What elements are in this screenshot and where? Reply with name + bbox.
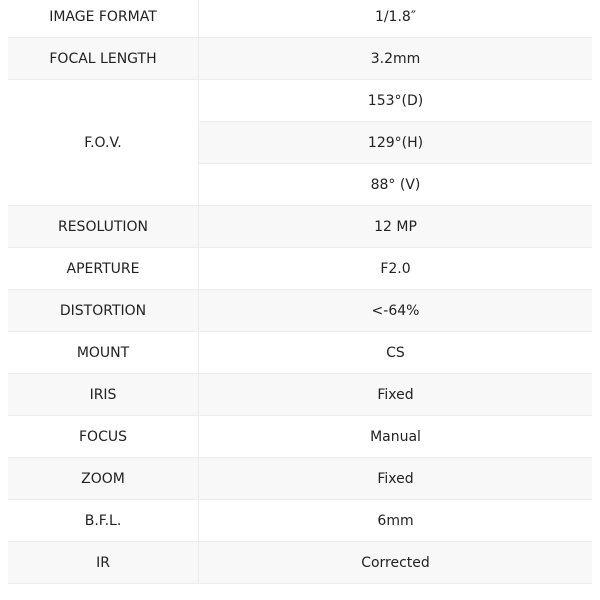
spec-table [8,0,592,584]
spec-label: FOCAL LENGTH [8,38,199,80]
spec-label: IMAGE FORMAT [8,0,199,38]
spec-value: 12 MP [199,206,593,248]
spec-row-focus [8,416,592,458]
spec-label: B.F.L. [8,500,199,542]
spec-label: F.O.V. [8,80,199,206]
spec-row-resolution [8,206,592,248]
spec-value: 6mm [199,500,593,542]
spec-value: Corrected [199,542,593,584]
spec-table-container [8,0,592,584]
spec-value: 3.2mm [199,38,593,80]
spec-value: F2.0 [199,248,593,290]
spec-row-aperture [8,248,592,290]
spec-label: FOCUS [8,416,199,458]
spec-row-ir [8,542,592,584]
spec-value: 129°(H) [199,122,593,164]
spec-value: 1/1.8″ [199,0,593,38]
spec-value: Fixed [199,374,593,416]
spec-row-focal-length [8,38,592,80]
spec-value: 88° (V) [199,164,593,206]
spec-value: 153°(D) [199,80,593,122]
spec-value: CS [199,332,593,374]
spec-row-image-format [8,0,592,38]
spec-row-distortion [8,290,592,332]
spec-row-fov-diagonal [8,80,592,122]
spec-label: MOUNT [8,332,199,374]
spec-row-bfl [8,500,592,542]
spec-label: ZOOM [8,458,199,500]
spec-label: IR [8,542,199,584]
spec-label: DISTORTION [8,290,199,332]
spec-row-iris [8,374,592,416]
spec-label: IRIS [8,374,199,416]
spec-value: <-64% [199,290,593,332]
spec-row-mount [8,332,592,374]
spec-row-zoom [8,458,592,500]
spec-label: APERTURE [8,248,199,290]
spec-label: RESOLUTION [8,206,199,248]
spec-value: Fixed [199,458,593,500]
spec-value: Manual [199,416,593,458]
